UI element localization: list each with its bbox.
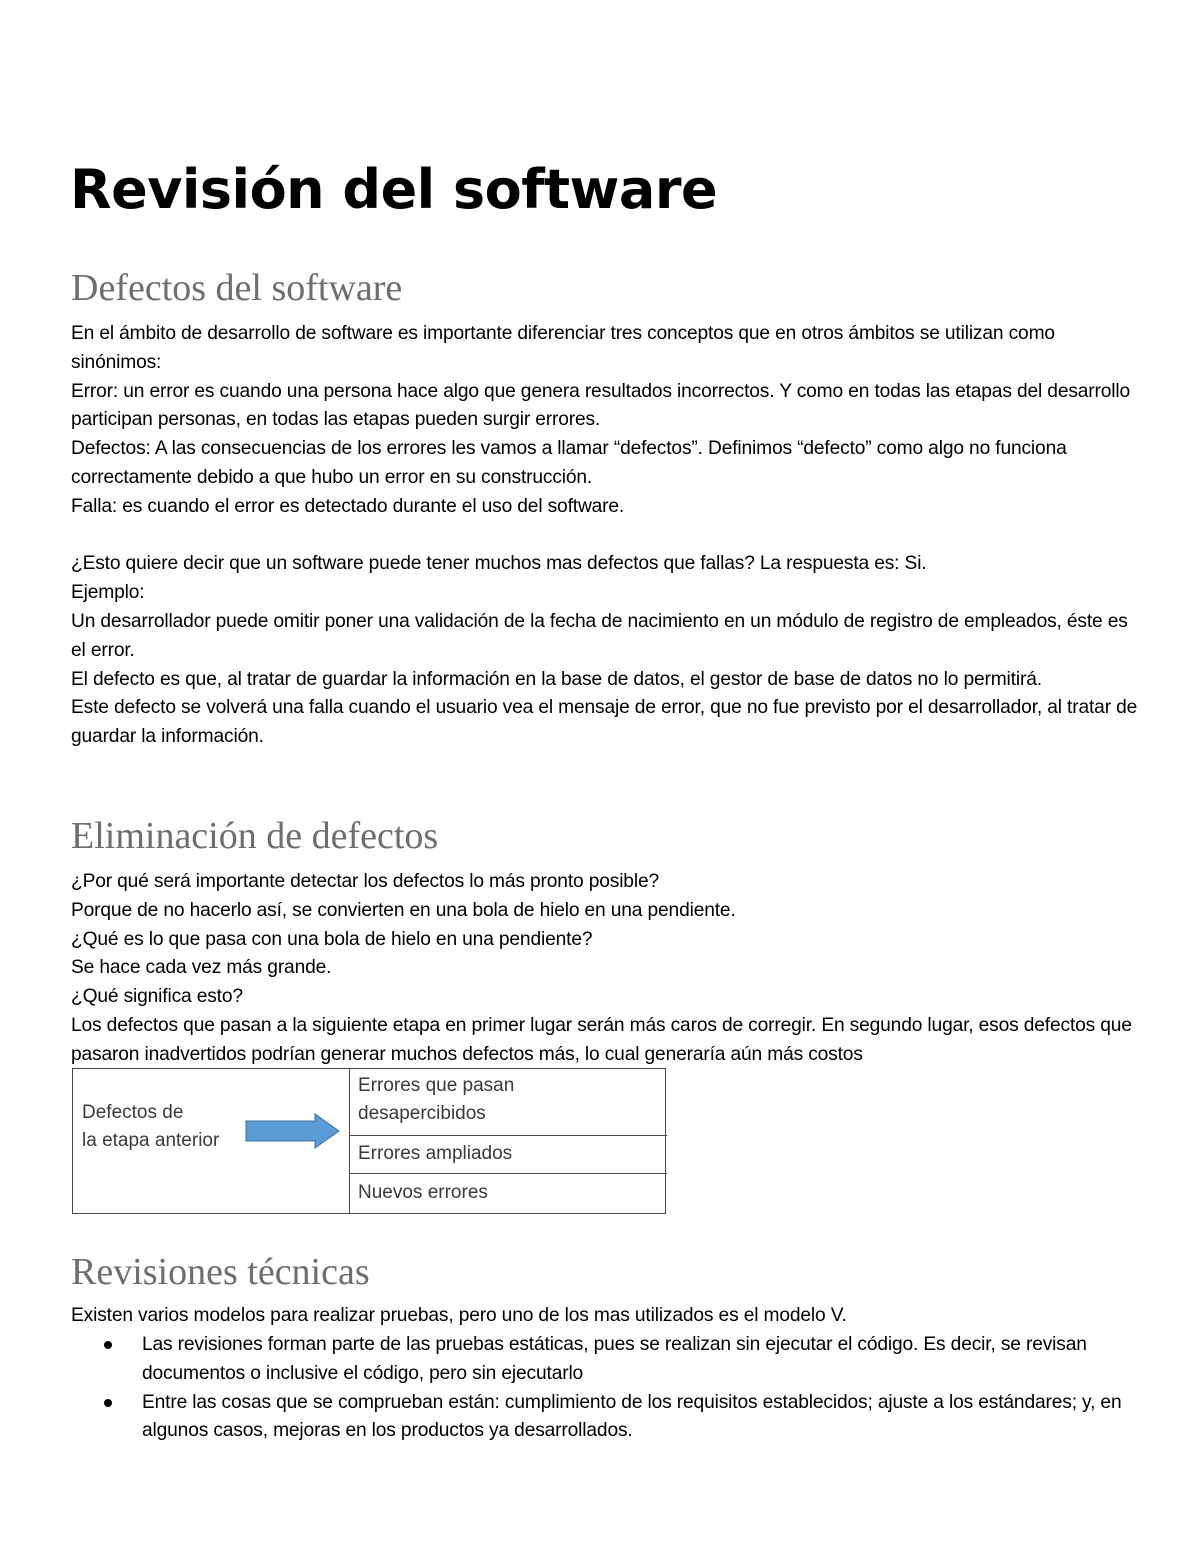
paragraph: Falla: es cuando el error es detectado durante el uso del software. xyxy=(71,495,625,517)
paragraph: Porque de no hacerlo así, se convierten en una bola de hielo en una pendiente. xyxy=(71,899,736,921)
paragraph: Error: un error es cuando una persona hace algo que genera resultados incorrectos. Y como en todas las etapas del desarrollo participan personas, en todas las etapas pueden surgir errores. xyxy=(71,380,1131,431)
paragraph: ¿Esto quiere decir que un software puede tener muchos mas defectos que fallas? La respuesta es: Si. xyxy=(71,553,927,575)
paragraph: Se hace cada vez más grande. xyxy=(71,957,332,979)
paragraph: ¿Qué es lo que pasa con una bola de hielo en una pendiente? xyxy=(71,928,593,950)
section-intro-revisiones xyxy=(71,1302,1146,1331)
paragraph: Defectos: A las consecuencias de los errores les vamos a llamar “defectos”. Definimos “defecto” como algo no funciona correctamente debido a que hubo un error en su construcción. xyxy=(71,438,1067,488)
section-heading-eliminacion: Eliminación de defectos xyxy=(71,815,439,857)
page-title: Revisión del software xyxy=(70,158,718,221)
blank-line xyxy=(71,522,1146,551)
section-heading-revisiones: Revisiones técnicas xyxy=(71,1251,370,1293)
paragraph: El defecto es que, al tratar de guardar la información en la base de datos, el gestor de base de datos no lo permitirá. xyxy=(71,668,1042,690)
list-item-text: Entre las cosas que se comprueban están: cumplimiento de los requisitos establecidos; ajuste a los estándares; y, en algunos casos, mejoras en los productos ya desarrollados. xyxy=(142,1391,1122,1442)
paragraph: Este defecto se volverá una falla cuando el usuario vea el mensaje de error, que no fue previsto por el desarrollador, al tratar de guardar la información. xyxy=(71,697,1138,748)
bullet-list xyxy=(71,1331,1146,1446)
list-item xyxy=(71,1331,1146,1389)
bullet-icon xyxy=(104,1341,112,1349)
list-item xyxy=(71,1389,1146,1447)
diagram-source-line: la etapa anterior xyxy=(82,1130,220,1151)
paragraph: En el ámbito de desarrollo de software es importante diferenciar tres conceptos que en otros ámbitos se utilizan como sinónimos: xyxy=(71,323,1055,373)
paragraph: ¿Por qué será importante detectar los defectos lo más pronto posible? xyxy=(71,871,659,892)
diagram-cell-undetected xyxy=(350,1072,667,1136)
bullet-icon xyxy=(104,1399,112,1407)
paragraph: ¿Qué significa esto? xyxy=(71,986,243,1008)
paragraph: Ejemplo: xyxy=(71,582,145,604)
diagram-outcomes xyxy=(349,1068,667,1214)
paragraph: Existen varios modelos para realizar pruebas, pero uno de los mas utilizados es el modelo V. xyxy=(71,1305,847,1326)
section-body-eliminacion xyxy=(71,868,1146,1070)
defects-diagram xyxy=(72,1068,666,1214)
diagram-source-label xyxy=(82,1099,252,1155)
diagram-cell-line: desapercibidos xyxy=(358,1103,486,1124)
diagram-cell-line: Errores que pasan xyxy=(358,1075,515,1096)
list-item-text: Las revisiones forman parte de las pruebas estáticas, pues se realizan sin ejecutar el código. Es decir, se revisan documentos o inclusive el código, pero sin ejecutarlo xyxy=(142,1334,1087,1384)
paragraph: Los defectos que pasan a la siguiente etapa en primer lugar serán más caros de corregir. En segundo lugar, esos defectos que pasaron inadvertidos podrían generar muchos defectos más, lo cual generaría aún más costos xyxy=(71,1014,1132,1065)
diagram-cell-new-errors: Nuevos errores xyxy=(358,1182,488,1203)
right-arrow-icon xyxy=(245,1113,341,1149)
diagram-source-line: Defectos de xyxy=(82,1102,184,1123)
section-body-defectos xyxy=(71,320,1146,752)
section-heading-defectos: Defectos del software xyxy=(71,267,403,309)
paragraph: Un desarrollador puede omitir poner una validación de la fecha de nacimiento en un módulo de registro de empleados, éste es el error. xyxy=(71,610,1128,661)
diagram-cell-amplified: Errores ampliados xyxy=(350,1136,667,1174)
